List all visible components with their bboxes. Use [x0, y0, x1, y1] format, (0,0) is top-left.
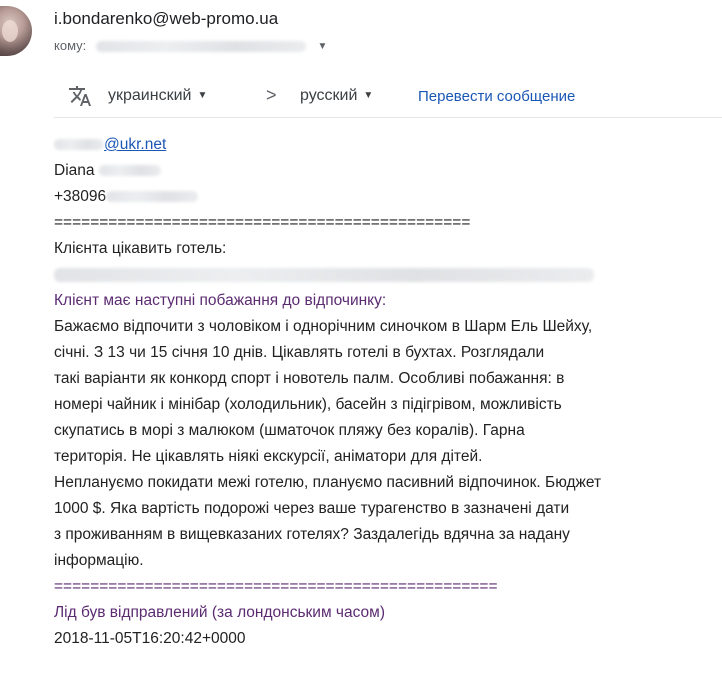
message-line: скупатись в морі з малюком (шматочок пляжу без коралів). Гарна [54, 422, 525, 439]
client-phone [54, 184, 714, 210]
translate-bar [54, 75, 722, 118]
message-body [54, 132, 714, 652]
message-header [0, 0, 722, 70]
message-line: з проживанням в вищевказаних готелях? Заздалегідь вдячна за надану [54, 526, 570, 543]
redacted-last-name [99, 165, 161, 176]
message-line: такі варіанти як конкорд спорт і новотель палм. Особливі побажання: в [54, 370, 565, 387]
language-separator: > [266, 85, 277, 105]
client-name [54, 158, 714, 184]
wishes-label: Клієнт має наступні побажання до відпочинку: [54, 292, 387, 309]
hotel-interest-value [54, 262, 714, 288]
source-language-select[interactable] [108, 87, 207, 105]
message-line: номері чайник і мінібар (холодильник), басейн з підігрівом, можливість [54, 396, 562, 413]
client-first-name: Diana [54, 162, 95, 179]
phone-prefix: +38096 [54, 188, 107, 205]
message-line: інформацію. [54, 552, 144, 569]
translate-icon [68, 84, 92, 108]
message-line: Неплануємо покидати межі готелю, плануємо пасивний відпочинок. Бюджет [54, 474, 602, 491]
message-line: січні. З 13 чи 15 січня 10 днів. Цікавлять готелі в бухтах. Розглядали [54, 344, 545, 361]
source-language-label: украинский [108, 87, 192, 104]
target-language-select[interactable] [300, 87, 373, 105]
client-email-link[interactable]: @ukr.net [104, 136, 167, 153]
message-line: 1000 $. Яка вартість подорожі через ваше турагенство в зазначені дати [54, 500, 570, 517]
recipients-dropdown-icon[interactable]: ▼ [317, 41, 328, 53]
target-language-dropdown-icon: ▼ [363, 90, 374, 102]
source-language-dropdown-icon: ▼ [197, 90, 208, 102]
to-label: кому: [54, 38, 87, 53]
recipients-row [54, 38, 327, 53]
message-line: територія. Не цікавлять ніякі екскурсії, аніматори для дітей. [54, 448, 483, 465]
client-email [54, 132, 714, 158]
sender-avatar[interactable] [0, 6, 32, 56]
redacted-phone [106, 191, 198, 202]
hotel-interest-label: Клієнта цікавить готель: [54, 240, 227, 257]
redacted-recipients [96, 41, 306, 52]
redacted-email-user [54, 139, 104, 150]
sent-label: Лід був відправлений (за лондонським часом) [54, 604, 385, 621]
message-line: Бажаємо відпочити з чоловіком і однорічним синочком в Шарм Ель Шейху, [54, 318, 593, 335]
target-language-label: русский [300, 87, 358, 104]
sender-address[interactable]: i.bondarenko@web-promo.ua [54, 9, 279, 28]
translate-message-link[interactable]: Перевести сообщение [418, 88, 576, 105]
divider-bottom: ================================================= [54, 578, 498, 595]
client-message [54, 314, 714, 574]
redacted-hotel [54, 268, 594, 282]
divider-top: ============================================== [54, 214, 471, 231]
sent-timestamp: 2018-11-05T16:20:42+0000 [54, 630, 246, 647]
